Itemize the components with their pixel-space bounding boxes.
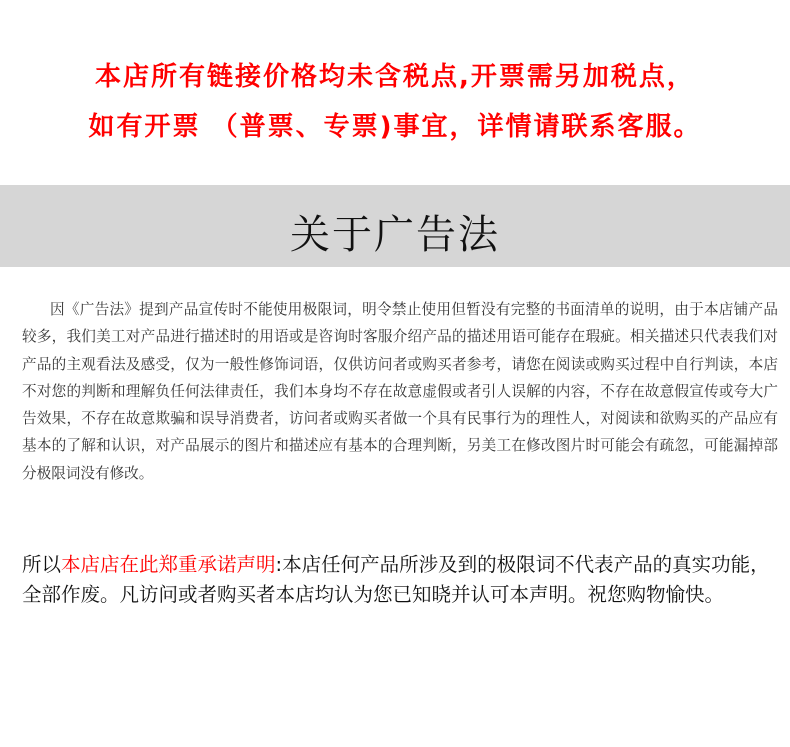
statement-body: :本店任何产品所涉及到的极限词不代表产品的真实功能，全部作废。凡访问或者购买者本店均认为您已知晓并认可本声明。祝您购物愉快。 — [22, 553, 770, 606]
price-notice-line-1: 本店所有链接价格均未含税点,开票需另加税点， — [95, 62, 695, 92]
statement-highlight: 本店店在此郑重承诺声明 — [61, 553, 276, 576]
ad-law-explanation: 因《广告法》提到产品宣传时不能使用极限词，明令禁止使用但暂没有完整的书面清单的说明，由于本店铺产品较多，我们美工对产品进行描述时的用语或是咨询时客服介绍产品的描述用语可能存在瑕疵。相关描述只代表我们对产品的主观看法及感受，仅为一般性修饰词语，仅供访问者或购买者参考，请您在阅读或购买过程中自行判读，本店不对您的判断和理解负任何法律责任，我们本身均不存在故意虚假或者引人误解的内容，不存在故意假宣传或夸大广告效果，不存在故意欺骗和误导消费者，访问者或购买者做一个具有民事行为的理性人，对阅读和欲购买的产品应有基本的了解和认识，对产品展示的图片和描述应有基本的合理判断，另美工在修改图片时可能会有疏忽，可能漏掉部分极限词没有修改。 — [22, 301, 778, 482]
ad-law-banner — [0, 185, 790, 267]
store-statement — [22, 550, 782, 610]
banner-title: 关于广告法 — [290, 212, 500, 258]
statement-prefix: 所以 — [22, 553, 62, 576]
price-notice-line-2: 如有开票 （普票、专票)事宜，详情请联系客服。 — [88, 112, 702, 142]
